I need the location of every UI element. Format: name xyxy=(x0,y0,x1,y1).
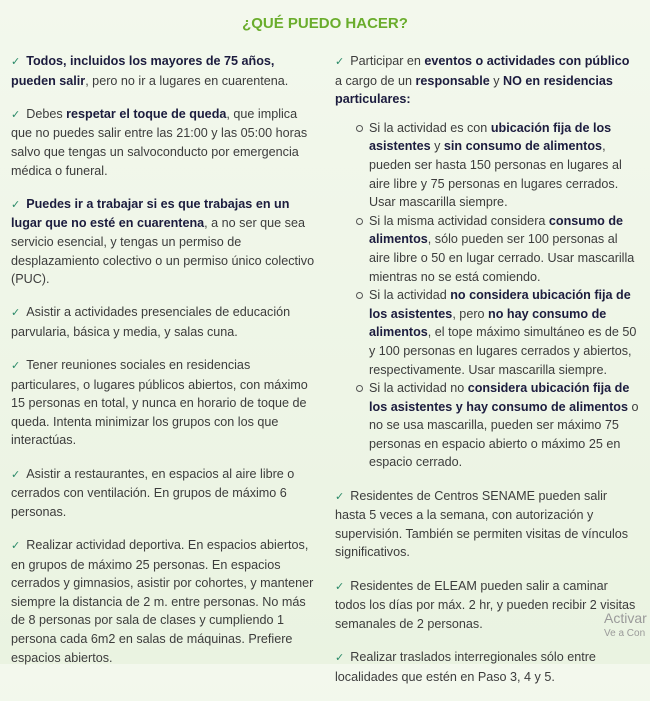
sub-list-item xyxy=(369,286,639,379)
sub-text: Si la actividad es con xyxy=(369,120,491,135)
item-text: Participar en xyxy=(350,54,425,68)
list-item xyxy=(11,465,319,522)
watermark-line2: Ve a Con xyxy=(604,628,646,639)
list-item xyxy=(11,52,319,90)
item-text: , pero no ir a lugares en cuarentena. xyxy=(85,73,289,88)
sub-list-item xyxy=(369,212,639,286)
list-item xyxy=(335,648,639,686)
check-icon: ✓ xyxy=(11,468,21,481)
item-bold-text: eventos o actividades con público xyxy=(424,54,630,68)
list-item xyxy=(11,356,319,450)
windows-activation-watermark xyxy=(604,610,647,639)
sub-bold-text: no considera ubicación fija de los asistentes xyxy=(369,288,631,321)
item-text: , que implica que no puedes salir entre las 21:00 y las 05:00 horas salvo que tengas un salvoconducto por emergencia médica o funeral. xyxy=(11,106,308,178)
sub-list-item xyxy=(369,379,639,472)
item-text: y xyxy=(489,73,504,88)
sub-bold-text: considera ubicación fija de los asistentes y hay consumo de alimentos xyxy=(369,381,630,414)
check-icon: ✓ xyxy=(11,360,21,373)
check-icon: ✓ xyxy=(335,56,345,68)
sub-text: Si la actividad xyxy=(369,288,451,303)
item-bold-text: NO en residencias particulares: xyxy=(335,73,613,107)
item-bold-text: respetar el toque de queda xyxy=(66,106,227,121)
left-column xyxy=(11,52,319,682)
watermark-line1: Activar xyxy=(604,610,647,626)
list-item-events xyxy=(335,52,639,472)
sub-text: , sólo pueden ser 100 personas al aire libre o 50 en lugar cerrado. Usar mascarilla mientras no se está comiendo. xyxy=(369,232,635,284)
item-text: Asistir a restaurantes, en espacios al aire libre o cerrados con ventilación. En grupos de máximo 6 personas. xyxy=(11,466,295,519)
sub-text: , pero xyxy=(452,306,489,321)
list-item xyxy=(11,303,319,341)
list-item xyxy=(335,577,639,634)
item-text: Residentes de ELEAM pueden salir a caminar todos los días por máx. 2 hr, y pueden recibir 2 visitas semanales de 2 personas. xyxy=(335,578,636,631)
check-icon: ✓ xyxy=(11,198,21,211)
sub-bold-text: consumo de alimentos xyxy=(369,213,624,247)
item-text: Realizar traslados interregionales sólo entre localidades que estén en Paso 3, 4 y 5. xyxy=(335,650,596,684)
sub-bold-text: no hay consumo de alimentos xyxy=(369,306,607,340)
check-icon: ✓ xyxy=(11,108,21,121)
item-text: Residentes de Centros SENAME pueden salir hasta 5 veces a la semana, con autorización y supervisión. También se permiten visitas de vínculos significativos. xyxy=(335,488,629,560)
list-item xyxy=(335,487,639,562)
list-item xyxy=(11,536,319,667)
sub-bold-text: sin consumo de alimentos xyxy=(443,139,603,154)
item-text: Debes xyxy=(26,106,67,121)
sub-text: Si la actividad no xyxy=(369,381,468,396)
right-column xyxy=(335,52,639,701)
item-text: Realizar actividad deportiva. En espacios abiertos, en grupos de máximo 25 personas. En espacios cerrados y gimnasios, asistir por cohortes, y mantener siempre la distancia de 2 m. entre personas. No más de 8 personas por sala de clases y cumpliendo 1 persona cada 6m2 en salas de máquinas. Prefiere espacios abiertos. xyxy=(11,538,314,665)
item-text: Asistir a actividades presenciales de educación parvularia, básica y media, y salas cuna. xyxy=(11,305,291,339)
item-bold-text: responsable xyxy=(415,73,490,88)
item-bold-text: Puedes ir a trabajar si es que trabajas en un lugar que no esté en cuarentena xyxy=(11,196,290,231)
item-text: a cargo de un xyxy=(335,73,416,88)
check-icon: ✓ xyxy=(11,56,21,68)
list-item xyxy=(11,195,319,289)
sub-text: o no se usa mascarilla, pueden ser máximo 75 personas en espacio abierto o máximo 25 en espacio cerrado. xyxy=(369,399,639,470)
check-icon: ✓ xyxy=(11,540,21,553)
check-icon: ✓ xyxy=(335,652,345,664)
item-bold-text: Todos, incluidos los mayores de 75 años, pueden salir xyxy=(11,54,275,88)
check-icon: ✓ xyxy=(11,307,21,320)
sub-text: y xyxy=(430,139,444,154)
sub-text: , el tope máximo simultáneo es de 50 y 100 personas en lugares cerrados y abiertos, respectivamente. Usar mascarilla siempre. xyxy=(369,325,637,377)
item-text: Tener reuniones sociales en residencias particulares, o lugares públicos abiertos, con máximo 15 personas en total, y nunca en horario de toque de queda. Intenta minimizar los grupos con los que interactúas. xyxy=(11,358,308,448)
sub-text: Si la misma actividad considera xyxy=(369,213,549,228)
list-item xyxy=(11,105,319,180)
sub-bold-text: ubicación fija de los asistentes xyxy=(369,120,612,154)
check-icon: ✓ xyxy=(335,490,345,503)
sub-list-item xyxy=(369,119,639,212)
page-title: ¿QUÉ PUEDO HACER? xyxy=(242,15,408,32)
item-text: , a no ser que sea servicio esencial, y tengas un permiso de desplazamiento colectivo o un permiso único colectivo (PUC). xyxy=(11,216,315,287)
check-icon: ✓ xyxy=(335,580,345,593)
sub-list xyxy=(335,119,639,472)
sub-text: , pueden ser hasta 150 personas en lugares al aire libre y 75 personas en lugares cerrados. Usar mascarilla siempre. xyxy=(369,139,622,210)
